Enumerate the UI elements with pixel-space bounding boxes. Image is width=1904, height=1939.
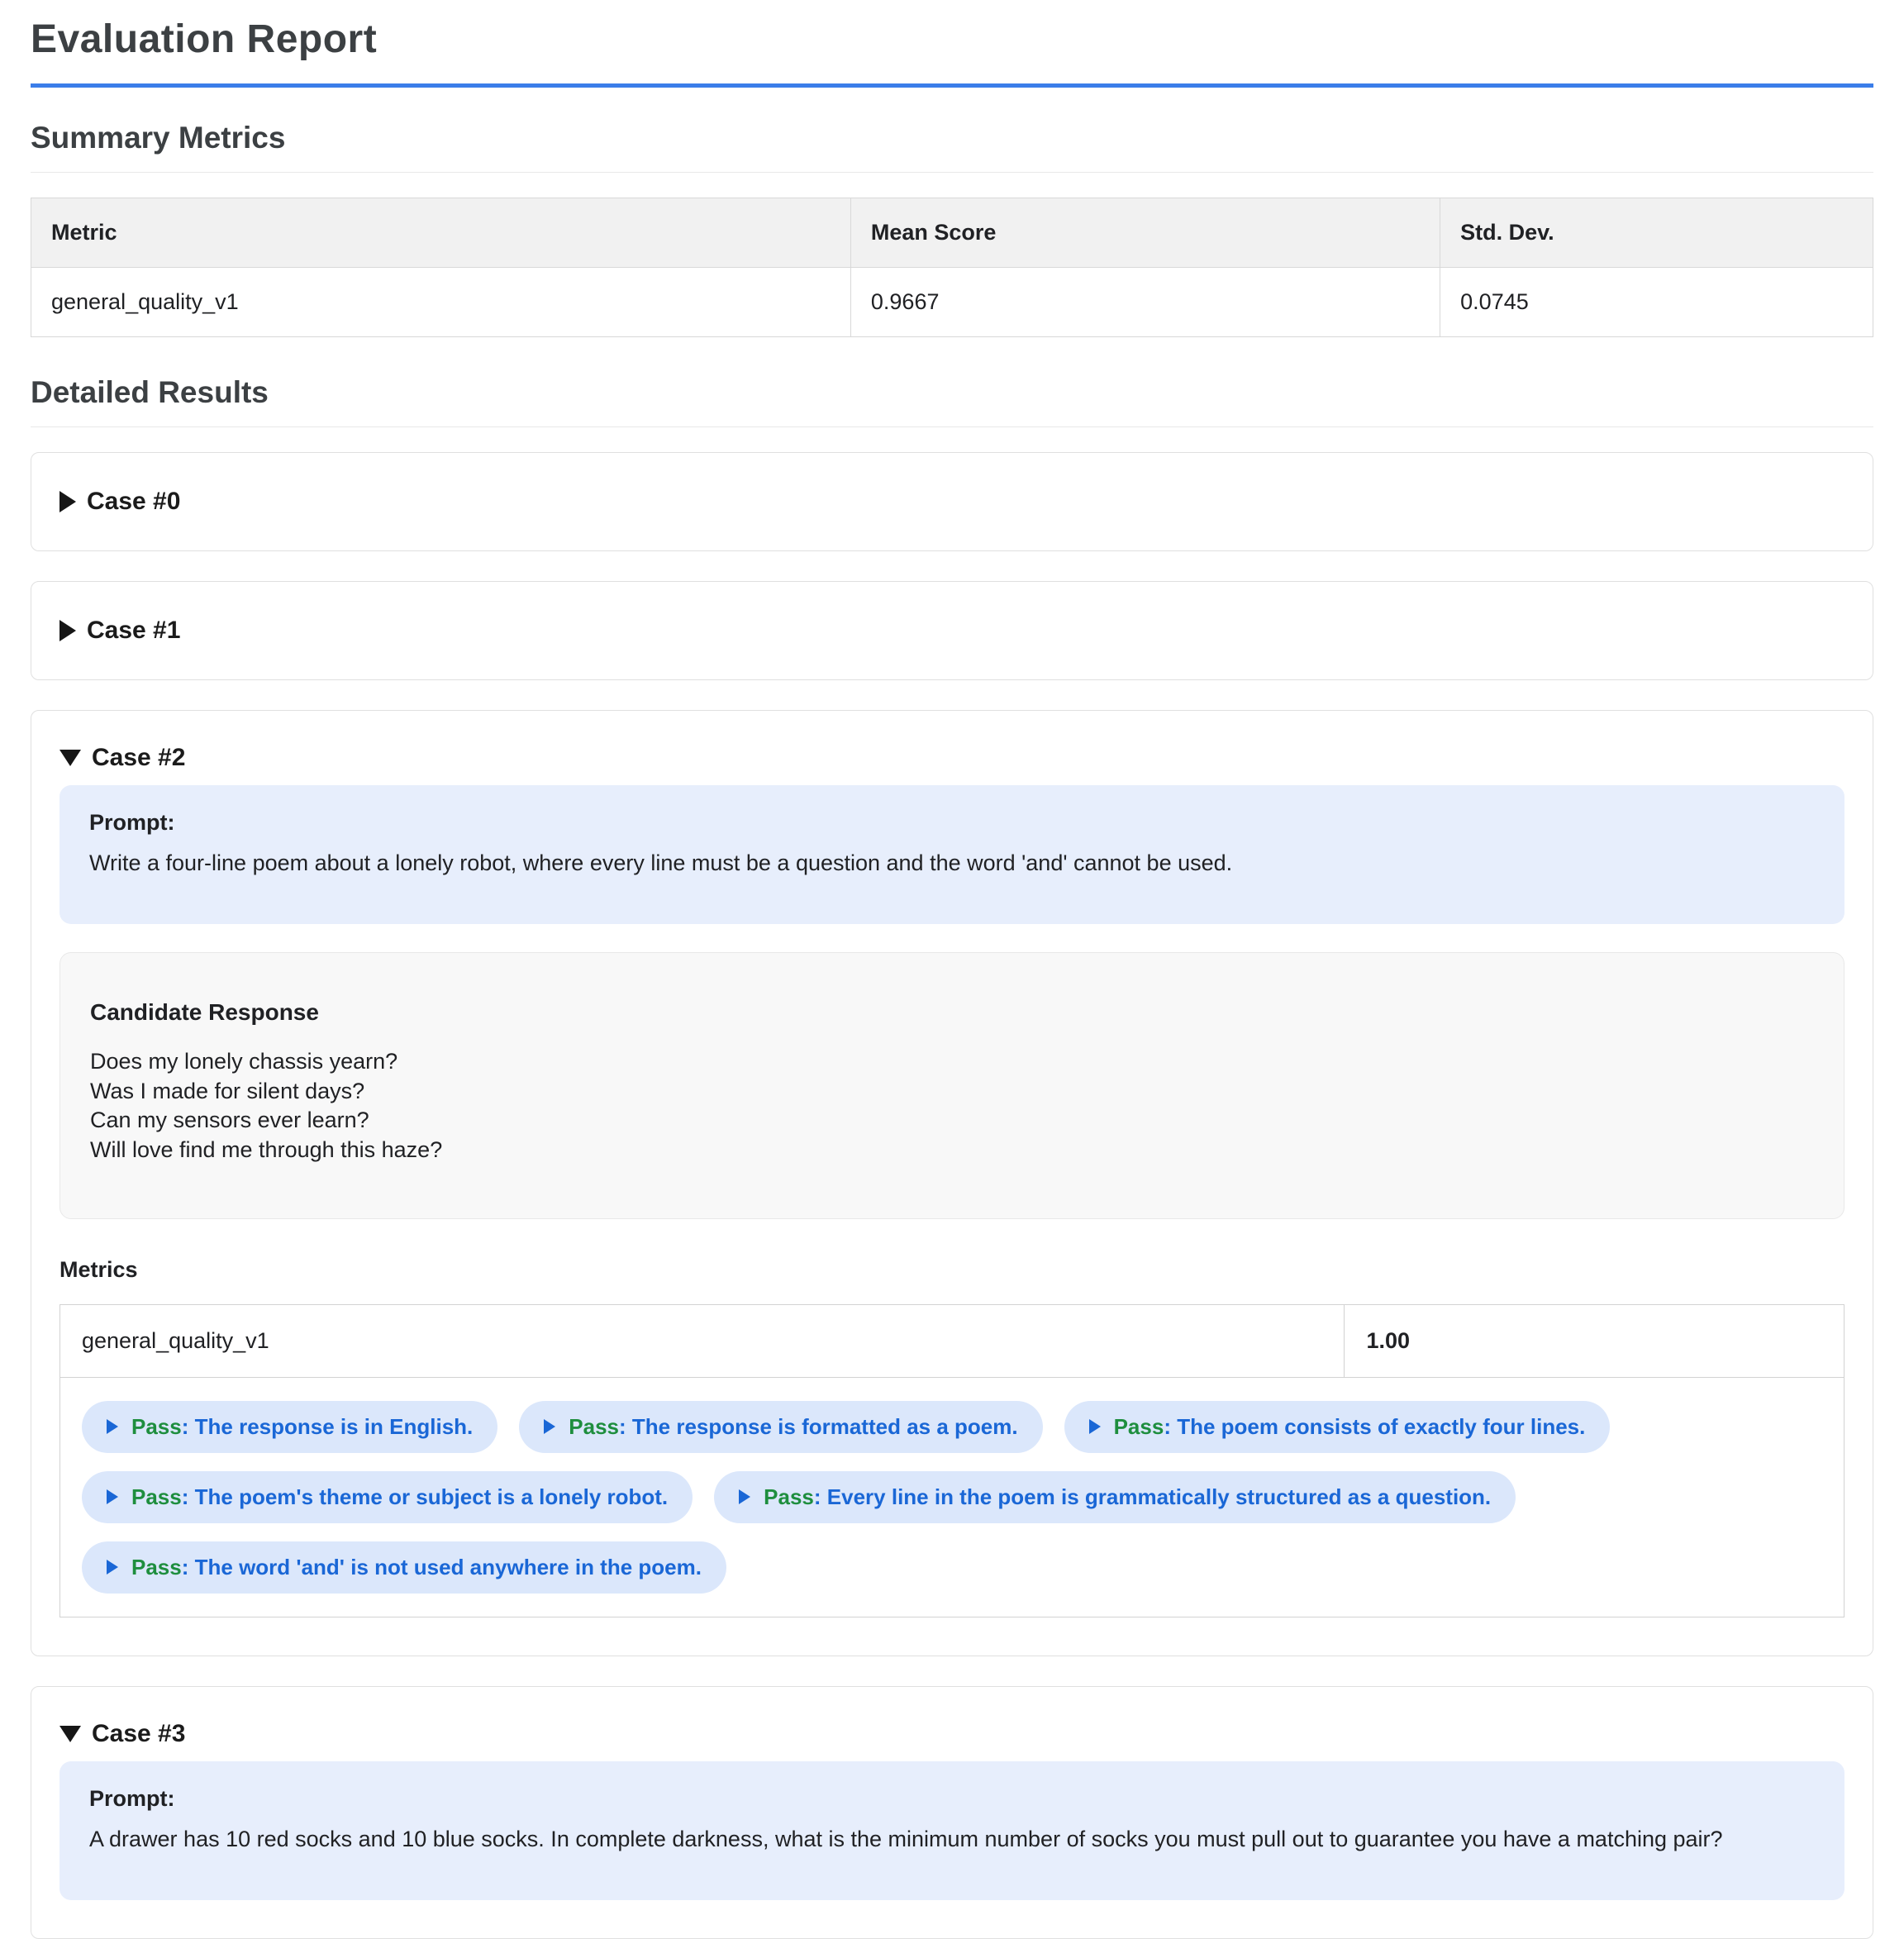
metric-checks-row	[60, 1377, 1844, 1617]
case-3-label: Case #3	[92, 1719, 186, 1747]
case-card-3	[31, 1686, 1873, 1939]
check-status: Pass	[131, 1484, 182, 1509]
check-text: The poem's theme or subject is a lonely robot.	[194, 1484, 669, 1509]
case-3-body	[31, 1761, 1873, 1938]
response-line: Will love find me through this haze?	[90, 1136, 443, 1162]
case-card-0	[31, 452, 1873, 551]
prompt-box	[60, 785, 1844, 924]
case-1-summary-toggle[interactable]	[31, 582, 1873, 679]
check-status: Pass	[569, 1413, 619, 1439]
check-text: The response is formatted as a poem.	[631, 1413, 1018, 1439]
summary-metrics-table	[31, 198, 1873, 337]
page-title: Evaluation Report	[31, 17, 378, 61]
prompt-text: A drawer has 10 red socks and 10 blue socks. In complete darkness, what is the minimum number of socks you must pull out to guarantee you have a matching pair?	[89, 1826, 1723, 1851]
summary-table-header-row	[31, 198, 1873, 268]
check-separator: :	[813, 1484, 827, 1509]
metric-score-row	[60, 1304, 1844, 1377]
checks-cell	[60, 1377, 1844, 1617]
candidate-response-box	[60, 952, 1844, 1219]
collapse-arrow-icon	[60, 1726, 81, 1742]
title-accent-rule	[31, 83, 1873, 88]
check-pill-response-in-english[interactable]	[82, 1401, 497, 1453]
metric-score: 1.00	[1345, 1304, 1844, 1377]
metric-name: general_quality_v1	[60, 1304, 1345, 1377]
summary-mean-score: 0.9667	[850, 268, 1440, 337]
column-header-mean-score: Mean Score	[850, 198, 1440, 268]
prompt-label: Prompt:	[89, 810, 175, 835]
case-2-metrics-table	[60, 1304, 1844, 1617]
check-separator: :	[181, 1554, 195, 1579]
check-pill-formatted-as-poem[interactable]	[519, 1401, 1042, 1453]
check-pill-word-and-not-used[interactable]	[82, 1541, 726, 1594]
check-text: The poem consists of exactly four lines.	[1177, 1413, 1586, 1439]
case-3-summary-toggle[interactable]	[31, 1687, 1873, 1761]
response-line: Was I made for silent days?	[90, 1078, 365, 1103]
check-pill-theme-lonely-robot[interactable]	[82, 1471, 693, 1523]
table-row	[31, 268, 1873, 337]
expand-arrow-icon	[60, 491, 76, 512]
case-2-label: Case #2	[92, 744, 186, 771]
summary-std-dev: 0.0745	[1440, 268, 1873, 337]
prompt-text: Write a four-line poem about a lonely robot, where every line must be a question and the word 'and' cannot be used.	[89, 850, 1233, 875]
check-separator: :	[1164, 1413, 1178, 1439]
case-card-2	[31, 710, 1873, 1656]
detailed-results-heading: Detailed Results	[31, 375, 1873, 427]
expand-arrow-icon	[107, 1560, 118, 1575]
check-text: Every line in the poem is grammatically structured as a question.	[826, 1484, 1492, 1509]
summary-metric-name: general_quality_v1	[31, 268, 851, 337]
expand-arrow-icon	[739, 1489, 750, 1504]
case-card-1	[31, 581, 1873, 680]
metrics-section-label: Metrics	[60, 1256, 138, 1282]
check-status: Pass	[131, 1554, 182, 1579]
response-line: Does my lonely chassis yearn?	[90, 1049, 398, 1074]
case-2-body	[31, 785, 1873, 1656]
expand-arrow-icon	[1089, 1419, 1101, 1434]
case-0-label: Case #0	[87, 488, 181, 515]
expand-arrow-icon	[544, 1419, 555, 1434]
collapse-arrow-icon	[60, 750, 81, 766]
check-separator: :	[619, 1413, 632, 1439]
check-separator: :	[181, 1413, 195, 1439]
case-2-summary-toggle[interactable]	[31, 711, 1873, 785]
case-list	[31, 452, 1873, 1939]
check-pill-exactly-four-lines[interactable]	[1064, 1401, 1611, 1453]
check-text: The word 'and' is not used anywhere in the poem.	[194, 1554, 702, 1579]
summary-metrics-heading: Summary Metrics	[31, 121, 1873, 173]
column-header-std-dev: Std. Dev.	[1440, 198, 1873, 268]
column-header-metric: Metric	[31, 198, 851, 268]
check-text: The response is in English.	[194, 1413, 474, 1439]
check-status: Pass	[131, 1413, 182, 1439]
candidate-response-label: Candidate Response	[90, 999, 319, 1026]
check-pill-every-line-question[interactable]	[714, 1471, 1516, 1523]
check-separator: :	[181, 1484, 195, 1509]
response-line: Can my sensors ever learn?	[90, 1108, 369, 1133]
check-status: Pass	[764, 1484, 814, 1509]
expand-arrow-icon	[60, 620, 76, 641]
check-status: Pass	[1113, 1413, 1164, 1439]
case-1-label: Case #1	[87, 617, 181, 644]
expand-arrow-icon	[107, 1419, 118, 1434]
prompt-label: Prompt:	[89, 1785, 175, 1811]
expand-arrow-icon	[107, 1489, 118, 1504]
case-0-summary-toggle[interactable]	[31, 453, 1873, 550]
prompt-box	[60, 1761, 1844, 1900]
checks-list	[82, 1401, 1822, 1594]
